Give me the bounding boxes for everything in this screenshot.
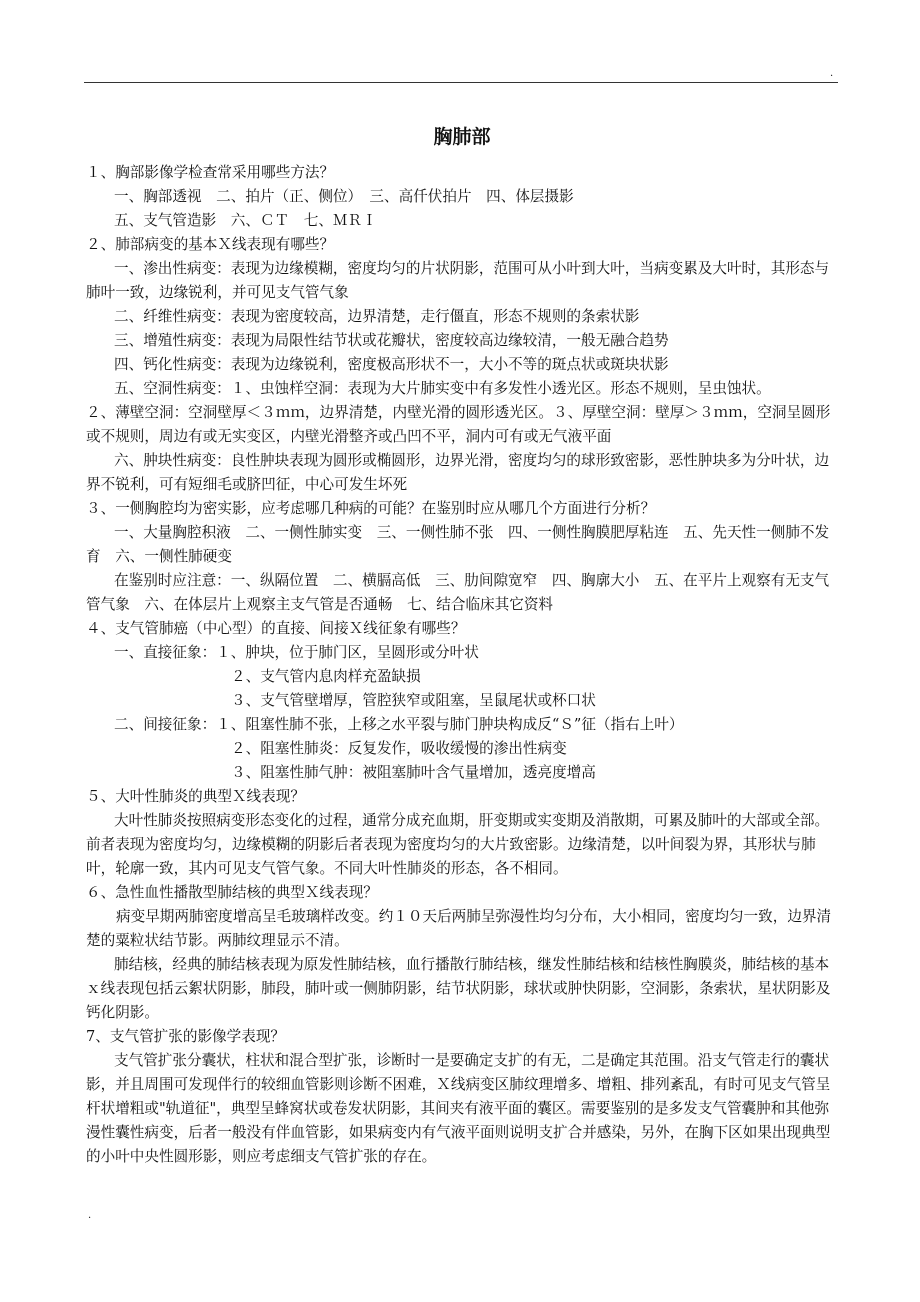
page-marker-bottom: .: [88, 1210, 92, 1221]
answer-4-indirect-1: 二、间接征象：１、阻塞性肺不张，上移之水平裂与肺门肿块构成反“Ｓ”征（指右上叶）: [114, 716, 684, 733]
answer-4-indirect-2: ２、阻塞性肺炎：反复发作，吸收缓慢的渗出性病变: [231, 740, 567, 757]
answer-2-proliferative: 三、增殖性病变：表现为局限性结节状或花瓣状，密度较高边缘较清，一般无融合趋势: [114, 332, 669, 349]
answer-5: 大叶性肺炎按照病变形态变化的过程，通常分成充血期，肝变期或实变期及消散期，可累及肺叶的大部或全部。前者表现为密度均匀，边缘模糊的阴影后者表现为密度均匀的大片致密影。边缘清楚，以叶间裂为界，其形状与肺叶，轮廓一致，其内可见支气管气象。不同大叶性肺炎的形态，各不相同。: [86, 812, 830, 877]
answer-6-p2: 肺结核，经典的肺结核表现为原发性肺结核，血行播散行肺结核，继发性肺结核和结核性胸膜炎，肺结核的基本ｘ线表现包括云絮状阴影，肺段，肺叶或一侧肺阴影，结节状阴影，球状或肿快阴影，空洞影，条索状，星状阴影及钙化阴影。: [86, 956, 831, 1021]
question-5: ５、大叶性肺炎的典型Ｘ线表现？: [86, 788, 305, 805]
answer-7: 支气管扩张分囊状，柱状和混合型扩张，诊断时一是要确定支扩的有无，二是确定其范围。沿支气管走行的囊状影，并且周围可发现伴行的较细血管影则诊断不困难，Ｘ线病变区肺纹理增多、增粗、排列紊乱，有时可见支气管呈杆状增粗或"轨道征"，典型呈蜂窝状或卷发状阴影，其间夹有液平面的囊区。需要鉴别的是多发支气管囊肿和其他弥漫性囊性病变，后者一般没有伴血管影，如果病变内有气液平面则说明支扩合并感染，另外，在胸下区如果出现典型的小叶中央性圆形影，则应考虑细支气管扩张的存在。: [86, 1052, 831, 1165]
answer-2-cavity-types: ２、薄壁空洞：空洞壁厚＜３ｍｍ，边界清楚，内壁光滑的圆形透光区。３、厚壁空洞：壁厚＞３ｍｍ，空洞呈圆形或不规则，周边有或无实变区，内壁光滑整齐或凸凹不平，洞内可有或无气液平面: [86, 404, 831, 445]
answer-4-indirect-3: ３、阻塞性肺气肿：被阻塞肺叶含气量增加，透亮度增高: [231, 764, 596, 781]
question-7: 7、支气管扩张的影像学表现？: [86, 1028, 286, 1045]
answer-3-diseases: 一、大量胸腔积液 二、一侧性肺实变 三、一侧性肺不张 四、一侧性胸膜肥厚粘连 五、先天性一侧肺不发育 六、一侧性肺硬变: [86, 524, 830, 565]
answer-1-line-1: 一、胸部透视 二、拍片（正、侧位） 三、高仟伏拍片 四、体层摄影: [114, 188, 574, 205]
page-title: 胸肺部: [433, 126, 491, 148]
answer-6-p1: 病变早期两肺密度增高呈毛玻璃样改变。约１０天后两肺呈弥漫性均匀分布，大小相同，密度均匀一致，边界清楚的粟粒状结节影。两肺纹理显示不清。: [86, 908, 832, 949]
page-marker-top: .: [830, 68, 834, 79]
question-3: ３、一侧胸腔均为密实影，应考虑哪几种病的可能？在鉴别时应从哪几个方面进行分析？: [86, 500, 656, 517]
answer-2-calcified: 四、钙化性病变：表现为边缘锐利，密度极高形状不一，大小不等的斑点状或斑块状影: [114, 356, 669, 373]
answer-4-direct-2: ２、支气管内息肉样充盈缺损: [231, 668, 421, 685]
question-1: １、胸部影像学检查常采用哪些方法？: [86, 164, 335, 181]
document-body: [86, 118, 838, 1169]
answer-2-fibrous: 二、纤维性病变：表现为密度较高，边界清楚，走行僵直，形态不规则的条索状影: [114, 308, 640, 325]
question-6: ６、急性血性播散型肺结核的典型Ｘ线表现？: [86, 884, 378, 901]
answer-4-direct-3: ３、支气管壁增厚，管腔狭窄或阻塞，呈鼠尾状或杯口状: [231, 692, 596, 709]
question-2: ２、肺部病变的基本Ｘ线表现有哪些？: [86, 236, 335, 253]
answer-2-mass: 六、肿块性病变：良性肿块表现为圆形或椭圆形，边界光滑，密度均匀的球形致密影，恶性肿块多为分叶状，边界不锐利，可有短细毛或脐凹征，中心可发生坏死: [86, 452, 830, 493]
answer-4-direct-1: 一、直接征象：１、肿块，位于肺门区，呈圆形或分叶状: [114, 644, 479, 661]
header-rule: [84, 82, 838, 83]
answer-2-cavity-intro: 五、空洞性病变：１、虫蚀样空洞：表现为大片肺实变中有多发性小透光区。形态不规则，呈虫蚀状。: [114, 380, 771, 397]
answer-1-line-2: 五、支气管造影 六、ＣＴ 七、ＭＲＩ: [114, 212, 377, 229]
answer-2-exudative: 一、渗出性病变：表现为边缘模糊，密度均匀的片状阴影，范围可从小叶到大叶，当病变累及大叶时，其形态与肺叶一致，边缘锐利，并可见支气管气象: [86, 260, 830, 301]
question-4: ４、支气管肺癌（中心型）的直接、间接Ｘ线征象有哪些？: [86, 620, 466, 637]
answer-3-differential: 在鉴别时应注意：一、纵隔位置 二、横膈高低 三、肋间隙宽窄 四、胸廓大小 五、在平片上观察有无支气管气象 六、在体层片上观察主支气管是否通畅 七、结合临床其它资料: [86, 572, 830, 613]
